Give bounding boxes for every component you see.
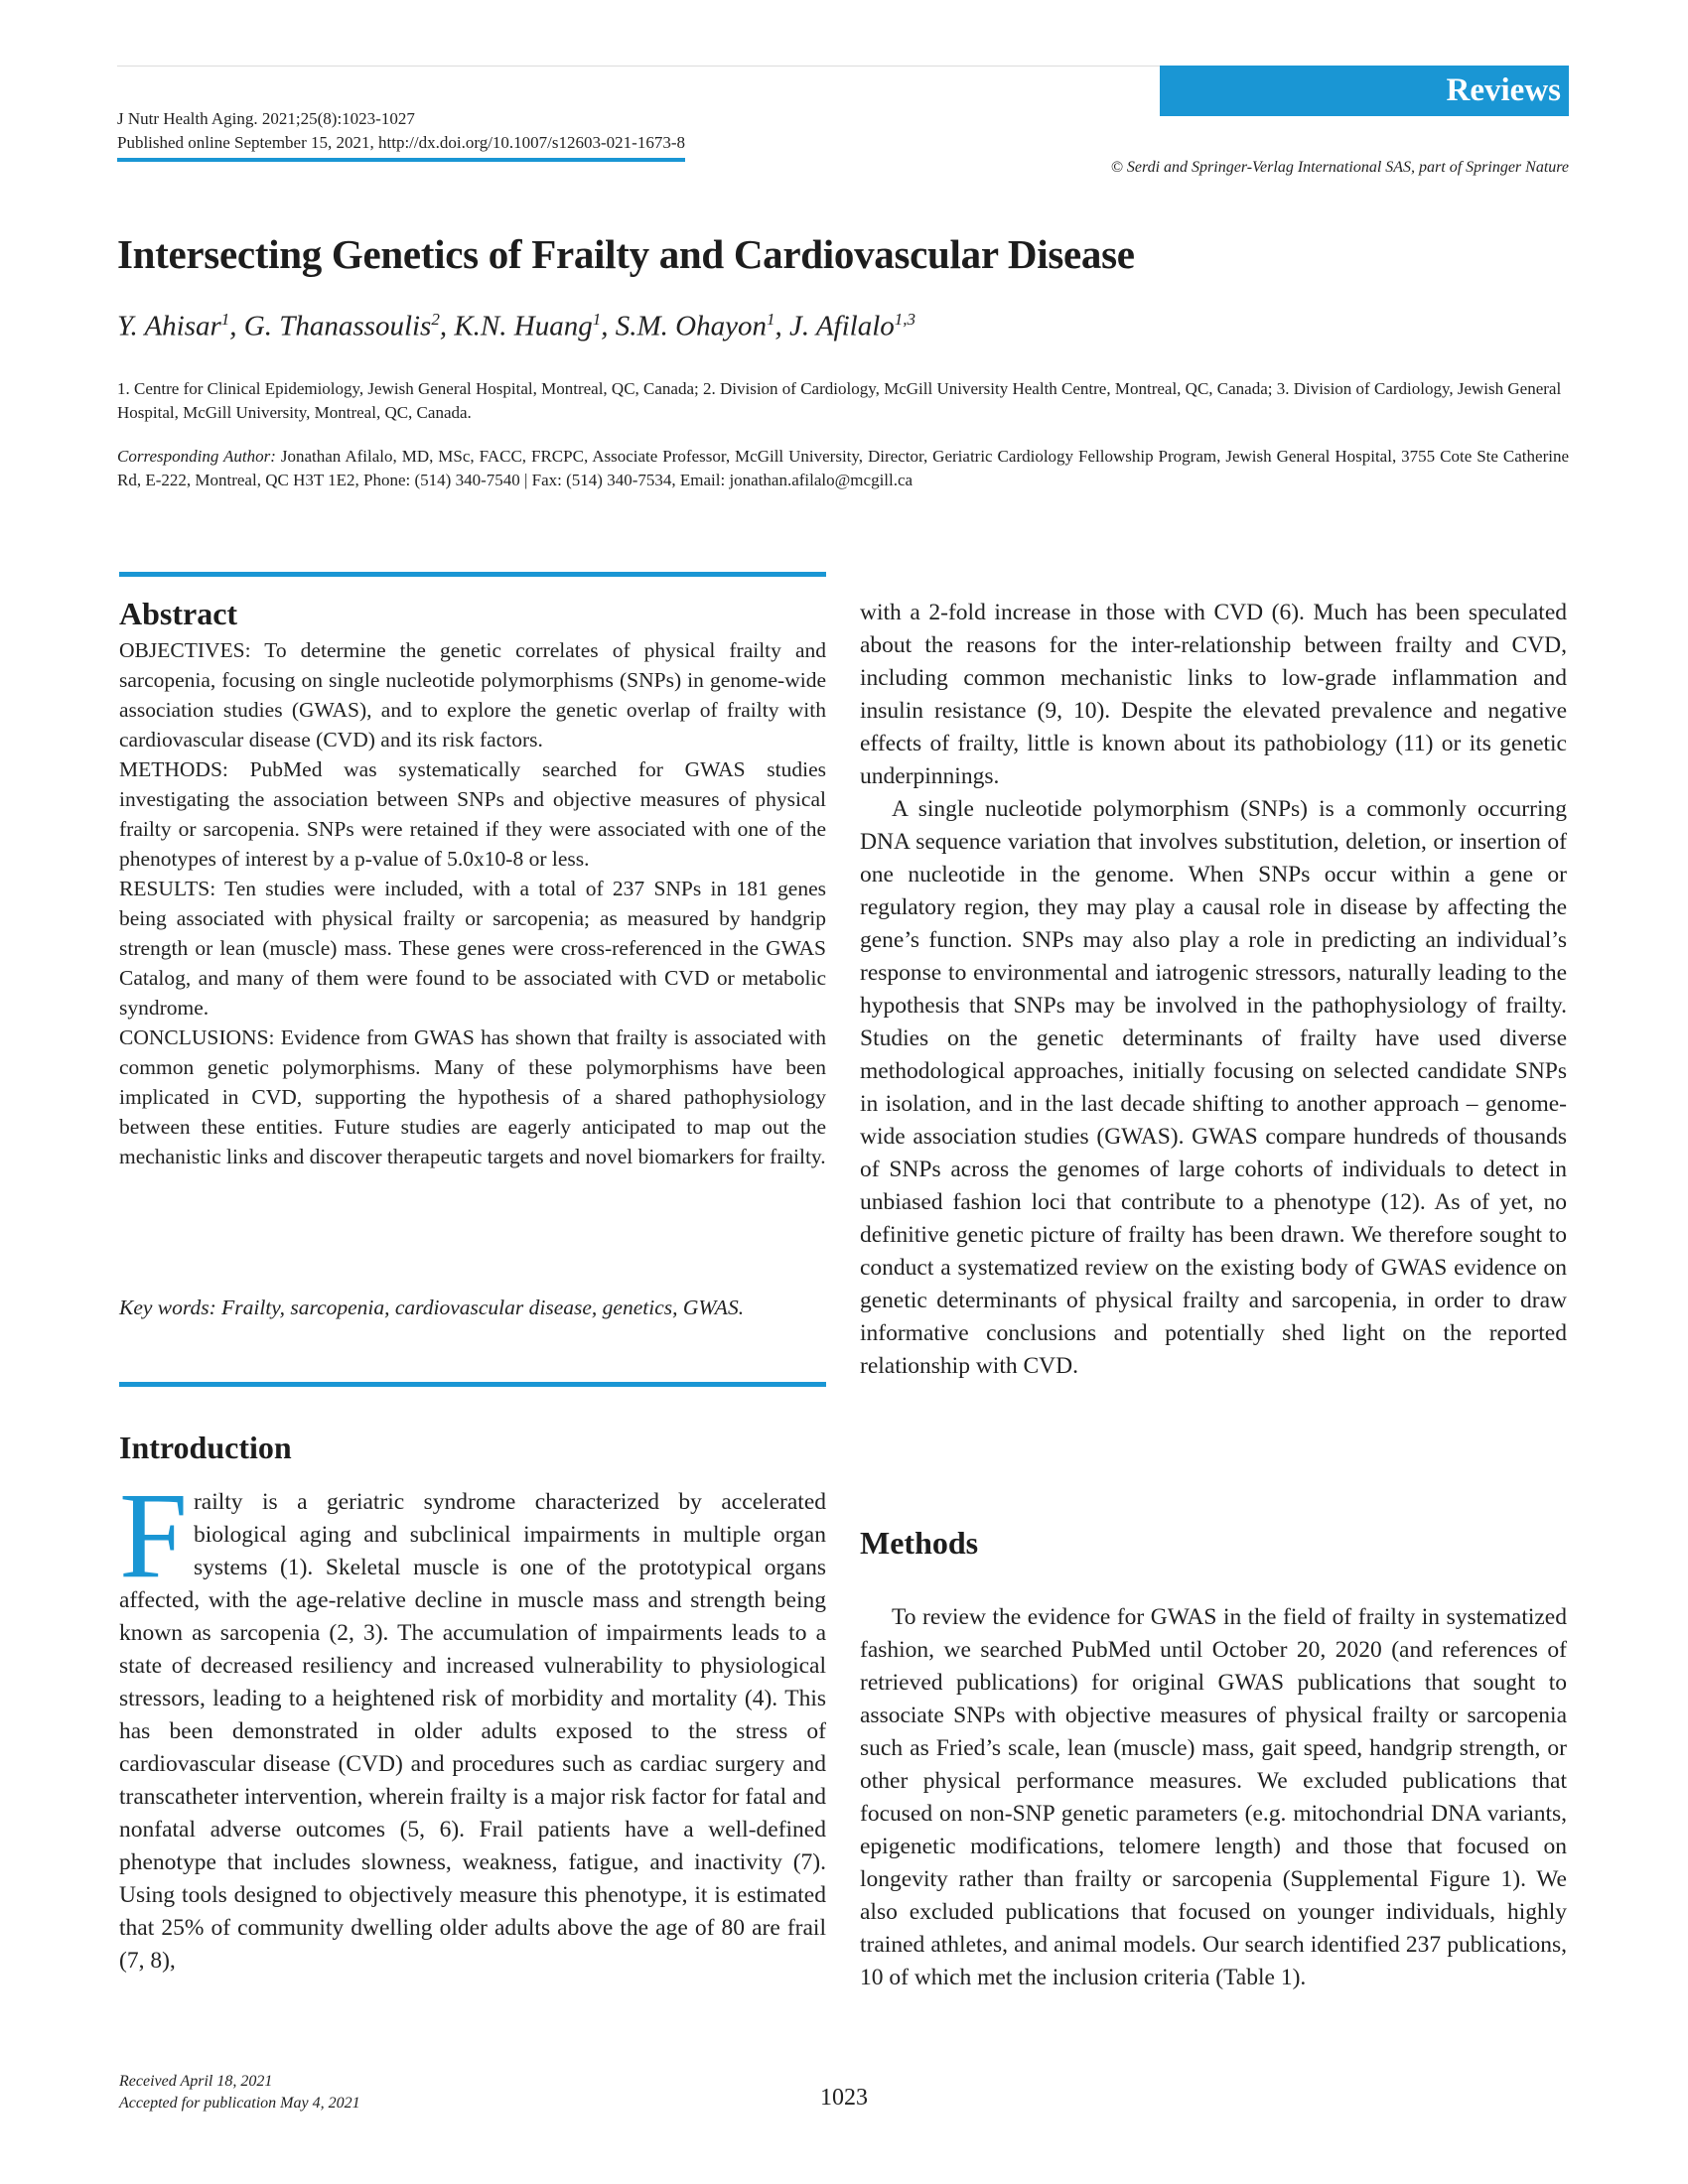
author-affiliation-marker: 2 (431, 310, 440, 329)
corresponding-author (117, 445, 1569, 492)
author-affiliation-marker: 1 (766, 310, 775, 329)
introduction-continued (860, 597, 1567, 1383)
methods-paragraph-1: To review the evidence for GWAS in the field of frailty in systematized fashion, we searched PubMed until October 20, 2020 (and references of retrieved publications) for original GWAS publications that sought to associate SNPs with objective measures of physical frailty or sarcopenia such as Fried’s scale, lean (muscle) mass, gait speed, handgrip strength, or other physical performance measures. We excluded publications that focused on non-SNP genetic parameters (e.g. mitochondrial DNA variants, epigenetic modifications, telomere length) and those that focused on longevity rather than frailty or sarcopenia (Supplemental Figure 1). We also excluded publications that focused on younger individuals, highly trained athletes, and animal models. Our search identified 237 publications, 10 of which met the inclusion criteria (Table 1). (860, 1604, 1567, 1990)
affiliations: 1. Centre for Clinical Epidemiology, Jewish General Hospital, Montreal, QC, Canada; 2. Division of Cardiology, McGill University Health Centre, Montreal, QC, Canada; 3. Division of Cardiology, Jewish General Hospital, McGill University, Montreal, QC, Canada. (117, 379, 1562, 422)
introduction-paragraph-1 (119, 1467, 826, 1978)
section-label-banner: Reviews (1160, 66, 1569, 116)
corresponding-author-details: Jonathan Afilalo, MD, MSc, FACC, FRCPC, Associate Professor, McGill University, Director, Geriatric Cardiology Fellowship Program, Jewish General Hospital, 3755 Cote Ste Catherine Rd, E-222, Montreal, QC H3T 1E2, Phone: (514) 340-7540 | Fax: (514) 340-7534, Email: jonathan.afilalo@mcgill.ca (117, 447, 1569, 489)
abstract-bottom-rule (119, 1382, 826, 1387)
received-date: Received April 18, 2021 (119, 2073, 273, 2090)
author-name: K.N. Huang (454, 310, 593, 342)
methods-heading: Methods (860, 1525, 979, 1561)
introduction-paragraph-2: A single nucleotide polymorphism (SNPs) is a commonly occurring DNA sequence variation that involves substitution, deletion, or insertion of one nucleotide in the genome. When SNPs occur within a gene or regulatory region, they may play a causal role in disease by affecting the gene’s function. SNPs may also play a role in predicting an individual’s response to environmental and iatrogenic stressors, naturally leading to the hypothesis that SNPs may be involved in the pathophysiology of frailty. Studies on the genetic determinants of frailty have used diverse methodological approaches, initially focusing on selected candidate SNPs in isolation, and in the last decade shifting to another approach – genome-wide association studies (GWAS). GWAS compare hundreds of thousands of SNPs across the genomes of large cohorts of individuals to detect in unbiased fashion loci that contribute to a phenotype (12). As of yet, no definitive genetic picture of frailty has been drawn. We therefore sought to conduct a systematized review on the existing body of GWAS evidence on genetic determinants of physical frailty and sarcopenia, in order to draw informative conclusions and potentially shed light on the reported relationship with CVD. (860, 796, 1567, 1379)
published-online-doi[interactable]: Published online September 15, 2021, http://dx.doi.org/10.1007/s12603-021-1673-8 (117, 131, 685, 162)
drop-cap: F (119, 1467, 188, 1603)
author-name: G. Thanassoulis (243, 310, 432, 342)
author-affiliation-marker: 1,3 (894, 310, 916, 329)
abstract-objectives: OBJECTIVES: To determine the genetic correlates of physical frailty and sarcopenia, focusing on single nucleotide polymorphisms (SNPs) in genome-wide association studies (GWAS), and to explore the genetic overlap of frailty with cardiovascular disease (CVD) and its risk factors. (119, 638, 826, 751)
author-affiliation-marker: 1 (592, 310, 602, 329)
author-affiliation-marker: 1 (220, 310, 230, 329)
abstract-results: RESULTS: Ten studies were included, with a total of 237 SNPs in 181 genes being associated with physical frailty or sarcopenia; as measured by handgrip strength or lean (muscle) mass. These genes were cross-referenced in the GWAS Catalog, and many of them were found to be associated with CVD or metabolic syndrome. (119, 877, 826, 1020)
abstract-heading: Abstract (119, 596, 238, 631)
introduction-paragraph-1-continued: with a 2-fold increase in those with CVD (6). Much has been speculated about the reasons for the inter-relationship between frailty and CVD, including common mechanistic links to low-grade inflammation and insulin resistance (9, 10). Despite the elevated prevalence and negative effects of frailty, little is known about its pathobiology (11) or its genetic underpinnings. (860, 600, 1567, 789)
copyright-notice: © Serdi and Springer-Verlag International SAS, part of Springer Nature (1110, 159, 1569, 176)
author-name: S.M. Ohayon (615, 310, 767, 342)
corresponding-author-label: Corresponding Author: (117, 447, 276, 466)
article-title: Intersecting Genetics of Frailty and Cardiovascular Disease (117, 231, 1135, 277)
author-name: Y. Ahisar (117, 310, 221, 342)
journal-reference: J Nutr Health Aging. 2021;25(8):1023-1027 (117, 109, 415, 128)
introduction-heading: Introduction (119, 1430, 292, 1465)
methods-body (860, 1601, 1567, 1994)
keywords: Key words: Frailty, sarcopenia, cardiovascular disease, genetics, GWAS. (119, 1296, 745, 1319)
author-list: Y. Ahisar$^1$, G. Thanassoulis$^2$, K.N. Huang$^1$, S.M. Ohayon$^1$, J. Afilalo$^{1,3}$ (117, 310, 916, 342)
author-name: J. Afilalo (788, 310, 895, 342)
publication-dates (119, 2071, 360, 2115)
abstract-body (119, 635, 826, 1171)
abstract-methods: METHODS: PubMed was systematically searched for GWAS studies investigating the association between SNPs and objective measures of physical frailty or sarcopenia. SNPs were retained if they were associated with one of the phenotypes of interest by a p-value of 5.0x10-8 or less. (119, 757, 826, 871)
abstract-conclusions: CONCLUSIONS: Evidence from GWAS has shown that frailty is associated with common genetic polymorphisms. Many of these polymorphisms have been implicated in CVD, supporting the hypothesis of a shared pathophysiology between these entities. Future studies are eagerly anticipated to map out the mechanistic links and discover therapeutic targets and novel biomarkers for frailty. (119, 1025, 826, 1168)
introduction-text: railty is a geriatric syndrome characterized by accelerated biological aging and subclinical impairments in multiple organ systems (1). Skeletal muscle is one of the prototypical organs affected, with the age-relative decline in muscle mass and strength being known as sarcopenia (2, 3). The accumulation of impairments leads to a state of decreased resiliency and increased vulnerability to physiological stressors, leading to a heightened risk of morbidity and mortality (4). This has been demonstrated in older adults exposed to the stress of cardiovascular disease (CVD) and procedures such as cardiac surgery and transcatheter intervention, wherein frailty is a major risk factor for fatal and nonfatal adverse outcomes (5, 6). Frail patients have a well-defined phenotype that includes slowness, weakness, fatigue, and inactivity (7). Using tools designed to objectively measure this phenotype, it is estimated that 25% of community dwelling older adults above the age of 80 are frail (7, 8), (119, 1489, 826, 1974)
journal-info (117, 107, 685, 162)
accepted-date: Accepted for publication May 4, 2021 (119, 2095, 360, 2112)
page-number: 1023 (820, 2085, 868, 2111)
abstract-top-rule (119, 572, 826, 577)
